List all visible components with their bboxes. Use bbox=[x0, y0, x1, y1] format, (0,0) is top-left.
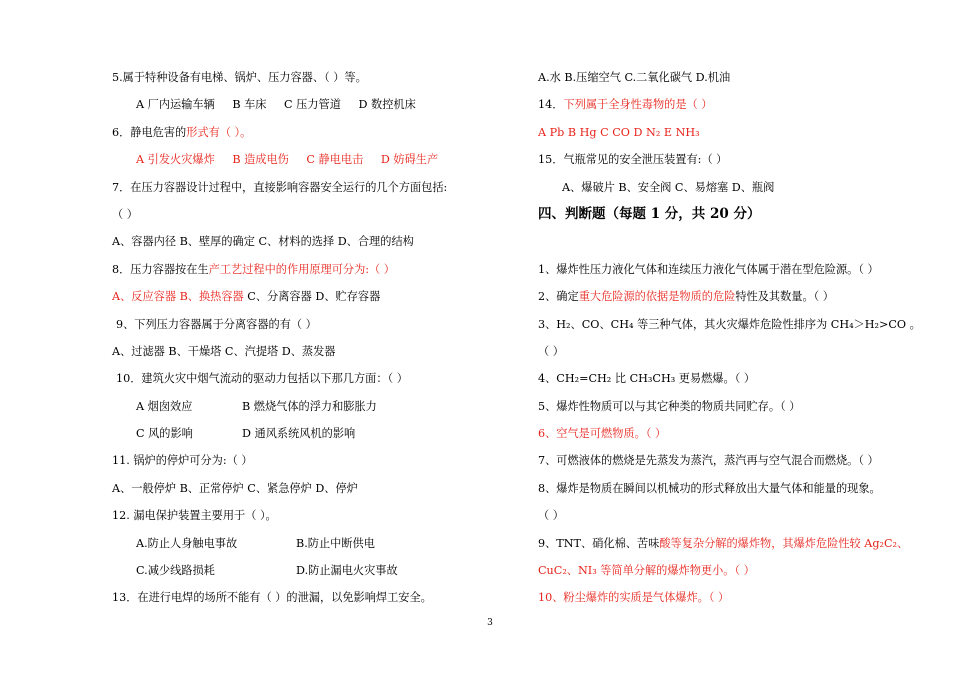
question-9: 9、下列压力容器属于分离容器的有（ ） bbox=[116, 317, 317, 331]
question-10: 10．建筑火灾中烟气流动的驱动力包括以下那几方面：（ ） bbox=[116, 372, 408, 386]
judge-9: 9、TNT、硝化棉、苦味酸等复杂分解的爆炸物，其爆炸危险性较 Ag₂C₂、 bbox=[538, 536, 909, 550]
judge-3: 3、H₂、CO、CH₄ 等三种气体，其火灾爆炸危险性排序为 CH₄＞H₂>CO 。 bbox=[538, 317, 921, 331]
question-8-options: A、反应容器 B、换热容器 C、分离容器 D、贮存容器 bbox=[112, 290, 381, 304]
option: D 数控机床 bbox=[358, 98, 416, 112]
option: D 通风系统风机的影响 bbox=[242, 427, 356, 441]
option: A.防止人身触电事故 bbox=[136, 536, 238, 550]
question-13-options: A.水 B.压缩空气 C.二氧化碳气 D.机油 bbox=[538, 71, 731, 84]
option: C 风的影响 bbox=[136, 427, 193, 441]
option: D 妨碍生产 bbox=[380, 153, 439, 167]
judge-7: 7、可燃液体的燃烧是先蒸发为蒸汽，蒸汽再与空气混合而燃烧。（ ） bbox=[538, 454, 879, 468]
spacer bbox=[538, 228, 958, 255]
question-8: 8．压力容器按在生产工艺过程中的作用原理可分为:（ ） bbox=[112, 262, 395, 276]
question-10-options-row2 bbox=[112, 420, 512, 447]
option: B 造成电伤 bbox=[232, 153, 289, 167]
question-12-options-row1 bbox=[112, 530, 512, 557]
question-12-options-row2 bbox=[112, 557, 512, 584]
judge-8-blank: （ ） bbox=[538, 509, 564, 523]
question-10-options-row1 bbox=[112, 393, 512, 420]
question-6: 6．静电危害的形式有（ ）。 bbox=[112, 125, 252, 139]
section-title: 四、判断题（每题 1 分，共 20 分） bbox=[538, 205, 761, 222]
option: A 厂内运输车辆 bbox=[136, 98, 215, 112]
judge-5: 5、爆炸性物质可以与其它种类的物质共同贮存。（ ） bbox=[538, 399, 801, 413]
question-13: 13．在进行电焊的场所不能有（ ）的泄漏，以免影响焊工安全。 bbox=[112, 591, 432, 605]
question-5: 5.属于特种设备有电梯、锅炉、压力容器、（ ）等。 bbox=[112, 71, 367, 84]
option: B.防止中断供电 bbox=[296, 536, 375, 550]
question-11-options: A、一般停炉 B、正常停炉 C、紧急停炉 D、停炉 bbox=[112, 481, 358, 495]
option: C 静电电击 bbox=[306, 153, 364, 167]
question-11: 11. 锅炉的停炉可分为:（ ） bbox=[112, 454, 253, 468]
judge-8: 8、爆炸是物质在瞬间以机械功的形式释放出大量气体和能量的现象。 bbox=[538, 481, 881, 495]
option: C 压力管道 bbox=[284, 98, 341, 112]
question-9-options: A、过滤器 B、干燥塔 C、汽提塔 D、蒸发器 bbox=[112, 344, 336, 358]
option: B 燃烧气体的浮力和膨胀力 bbox=[242, 399, 377, 413]
question-12: 12. 漏电保护装置主要用于（ ）。 bbox=[112, 509, 277, 523]
option: A 烟囱效应 bbox=[136, 399, 193, 413]
judge-4: 4、CH₂=CH₂ 比 CH₃CH₃ 更易燃爆。（ ） bbox=[538, 372, 756, 386]
question-14: 14．下列属于全身性毒物的是（ ） bbox=[538, 98, 713, 112]
judge-6: 6、空气是可燃物质。（ ） bbox=[538, 427, 667, 441]
option: D.防止漏电火灾事故 bbox=[296, 564, 398, 578]
judge-1: 1、爆炸性压力液化气体和连续压力液化气体属于潜在型危险源。（ ） bbox=[538, 262, 879, 276]
question-15: 15．气瓶常见的安全泄压装置有:（ ） bbox=[538, 153, 728, 167]
option: C.减少线路损耗 bbox=[136, 564, 215, 578]
judge-9-cont: CuC₂、NI₃ 等简单分解的爆炸物更小。（ ） bbox=[538, 564, 755, 578]
page-number: 3 bbox=[487, 618, 493, 628]
option: A 引发火灾爆炸 bbox=[136, 153, 215, 167]
question-6-options bbox=[112, 146, 512, 173]
question-14-options: A Pb B Hg C CO D N₂ E NH₃ bbox=[538, 125, 700, 139]
question-15-options: A、爆破片 B、安全阀 C、易熔塞 D、瓶阀 bbox=[562, 180, 775, 194]
left-column bbox=[112, 64, 512, 612]
question-5-options bbox=[112, 91, 512, 118]
question-7: 7．在压力容器设计过程中，直接影响容器安全运行的几个方面包括: bbox=[112, 180, 448, 194]
judge-3-blank: （ ） bbox=[538, 344, 564, 358]
right-column bbox=[538, 64, 958, 612]
judge-2: 2、确定重大危险源的依据是物质的危险特性及其数量。（ ） bbox=[538, 290, 834, 304]
question-7-blank: （ ） bbox=[112, 207, 138, 221]
question-7-options: A、容器内径 B、壁厚的确定 C、材料的选择 D、合理的结构 bbox=[112, 235, 414, 249]
judge-10: 10、粉尘爆炸的实质是气体爆炸。（ ） bbox=[538, 591, 730, 605]
option: B 车床 bbox=[232, 98, 267, 112]
